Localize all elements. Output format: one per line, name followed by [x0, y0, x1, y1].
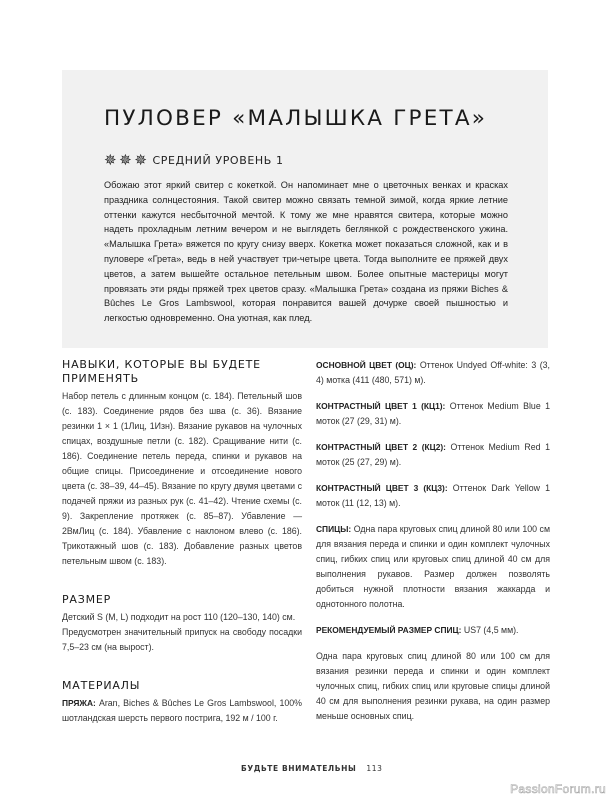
materials-heading: МАТЕРИАЛЫ	[62, 679, 141, 692]
intro-box	[62, 70, 548, 348]
footer-section: БУДЬТЕ ВНИМАТЕЛЬНЫ	[241, 764, 357, 773]
page-number: 113	[366, 764, 383, 773]
contrast-color-1	[316, 399, 550, 429]
item-text: US7 (4,5 мм).	[461, 625, 519, 635]
item-label: КОНТРАСТНЫЙ ЦВЕТ 2 (КЦ2):	[316, 442, 446, 452]
difficulty-level	[104, 153, 284, 167]
contrast-color-2	[316, 440, 550, 470]
skills-text: Набор петель с длинным концом (с. 184). Петельный шов (с. 183). Соединение рядов без шва (с. 36). Вязание резинки 1 × 1 (1Лиц, 1Изн). Вязание рукавов на чулочных спицах, воздушные петли (с. 182). Сращивание нити (с. 186). Соединение петель переда, спинки и рукавов на общие спицы. Присоединение и отсоединение нового цвета (с. 38–39, 44–45). Вязание по кругу двумя цветами с подачей пряжи из разных рук (с. 41–42). Чтение схемы (с. 9). Закрепление протяжек (с. 85–87). Убавление — 2ВмЛиц (с. 184). Убавление с наклоном влево (с. 186). Трикотажный шов (с. 183). Добавление разных цветов петельным швом (с. 183).	[62, 391, 302, 566]
yarn-value: Aran, Biches & Bûches Le Gros Lambswool, 100% шотландская шерсть первого пострига, 192 м / 100 г.	[62, 698, 302, 723]
item-text: Оттенок Dark Yellow 1 моток (11 (12, 13) м).	[316, 483, 550, 508]
difficulty-label: СРЕДНИЙ УРОВЕНЬ 1	[152, 153, 284, 167]
item-label: РЕКОМЕНДУЕМЫЙ РАЗМЕР СПИЦ:	[316, 625, 462, 635]
size-ease-text: Предусмотрен значительный припуск на свободу посадки 7,5–23 см (на вырост).	[62, 627, 302, 652]
snowflake-icon: ✵	[119, 151, 133, 169]
recommended-needle-size	[316, 623, 550, 638]
item-text: Оттенок Medium Blue 1 моток (27 (29, 31) м).	[316, 401, 550, 426]
page-title: ПУЛОВЕР «МАЛЫШКА ГРЕТА»	[104, 106, 488, 131]
contrast-color-3	[316, 481, 550, 511]
item-label: ОСНОВНОЙ ЦВЕТ (ОЦ):	[316, 360, 417, 370]
size-heading: РАЗМЕР	[62, 593, 112, 606]
watermark: PassionForum.ru	[510, 782, 606, 796]
main-color	[316, 358, 550, 388]
needles	[316, 522, 550, 612]
difficulty-stars	[104, 153, 148, 167]
item-text: Оттенок Undyed Off-white: 3 (3, 4) мотка (411 (480, 571) м).	[316, 360, 550, 385]
snowflake-icon: ✵	[104, 151, 118, 169]
yarn-label: ПРЯЖА:	[62, 698, 96, 708]
skills-heading: НАВЫКИ, КОТОРЫЕ ВЫ БУДЕТЕ ПРИМЕНЯТЬ	[62, 358, 261, 385]
item-label: СПИЦЫ:	[316, 524, 352, 534]
left-column	[62, 358, 302, 726]
right-column	[316, 358, 550, 724]
item-text: Одна пара круговых спиц длиной 80 или 100 см для вязания переда и спинки и один комплект чулочных спиц, гибких спиц или круговых спиц длиной 40 см для выполнения рукавов. Размер должен позволять добиться нужной плотности вязания жаккарда и однотонного полотна.	[316, 524, 550, 609]
item-label: КОНТРАСТНЫЙ ЦВЕТ 1 (КЦ1):	[316, 401, 446, 411]
snowflake-icon: ✵	[134, 151, 148, 169]
item-text: Оттенок Medium Red 1 моток (25 (27, 29) м).	[316, 442, 550, 467]
page-footer	[241, 764, 382, 773]
ribbing-needles: Одна пара круговых спиц длиной 80 или 100 см для вязания резинки переда и спинки и один комплект чулочных спиц, гибких спиц или круговые спицы длиной 40 см для выполнения резинки рукава, на один размер меньше основных спиц.	[316, 651, 550, 721]
item-label: КОНТРАСТНЫЙ ЦВЕТ 3 (КЦ3):	[316, 483, 448, 493]
size-text: Детский S (M, L) подходит на рост 110 (120–130, 140) см.	[62, 612, 296, 622]
intro-text: Обожаю этот яркий свитер с кокеткой. Он напоминает мне о цветочных венках и красках праздника солнцестояния. Такой свитер можно связать темной зимой, когда яркие летние оттенки кажутся несбыточной мечтой. К тому же мне нравятся свитера, которые можно надеть прохладным летним вечером и не выглядеть беглянкой с рождественского ужина. «Малышка Грета» вяжется по кругу снизу вверх. Кокетка может показаться сложной, как и в пуловере «Грета», ведь в ней участвует три-четыре цвета. Тогда выполните ее пряжей двух цветов, а затем вышейте остальное петельным швом. Более опытные мастерицы могут провязать эти ряды пряжей трех цветов сразу. «Малышка Грета» создана из пряжи Biches & Bûches Le Gros Lambswool, которая понравится вашей дочурке своей пышностью и легкостью одновременно. Она уютная, как плед.	[104, 180, 508, 324]
yarn-text	[62, 696, 302, 726]
